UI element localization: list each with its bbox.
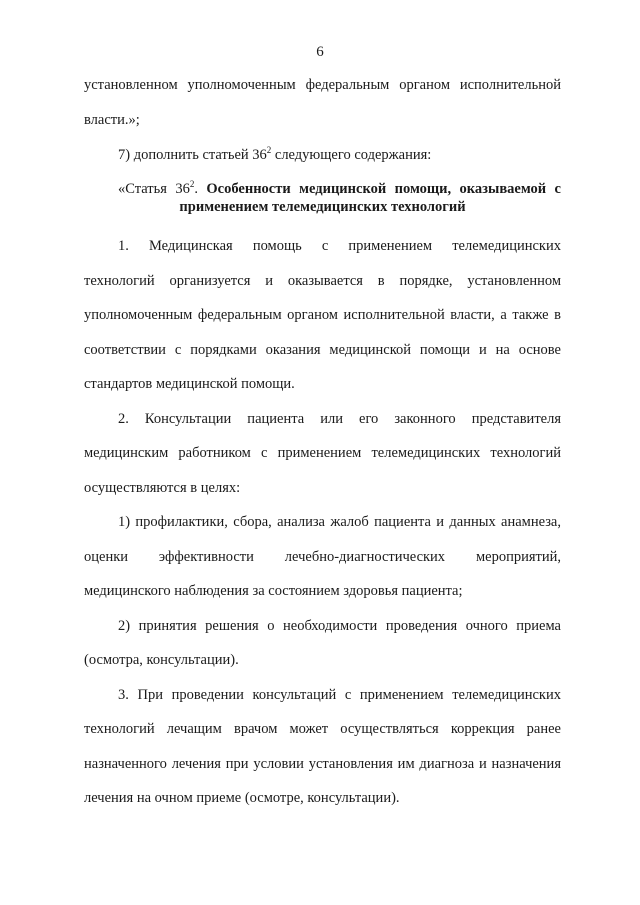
list-item-2-line: 2) принятия решения о необходимости проведения очного приема — [118, 618, 561, 634]
paragraph-1-line: стандартов медицинской помощи. — [84, 376, 295, 392]
paragraph-1-line: уполномоченным федеральным органом исполнительной власти, а также в — [84, 307, 561, 323]
list-item-1-line: 1) профилактики, сбора, анализа жалоб пациента и данных анамнеза, — [118, 514, 561, 530]
paragraph-2-line: медицинским работником с применением телемедицинских технологий — [84, 445, 561, 461]
article-heading-line2: применением телемедицинских технологий — [179, 199, 466, 215]
paragraph-1-line: 1. Медицинская помощь с применением телемедицинских — [118, 238, 561, 254]
superscript: 2 — [189, 179, 195, 189]
text-fragment: . — [194, 181, 198, 197]
text-fragment: следующего содержания: — [271, 147, 432, 163]
text-fragment: 7) дополнить статьей 36 — [118, 147, 267, 163]
paragraph-1-line: соответствии с порядками оказания медицинской помощи и на основе — [84, 342, 561, 358]
list-item-2-line: (осмотра, консультации). — [84, 652, 239, 668]
paragraph-3-line: технологий лечащим врачом может осуществляться коррекция ранее — [84, 721, 561, 737]
list-item-1-line: медицинского наблюдения за состоянием здоровья пациента; — [84, 583, 463, 599]
article-label — [118, 181, 198, 197]
paragraph-3-line: назначенного лечения при условии установления им диагноза и назначения — [84, 756, 561, 772]
paragraph-2-line: осуществляются в целях: — [84, 480, 241, 496]
page-number: 6 — [316, 44, 324, 60]
superscript: 2 — [266, 145, 272, 155]
list-item-1-line: оценки эффективности лечебно-диагностических мероприятий, — [84, 549, 561, 565]
paragraph-2-line: 2. Консультации пациента или его законного представителя — [118, 411, 561, 427]
paragraph-3-line: 3. При проведении консультаций с применением телемедицинских — [118, 687, 561, 703]
text-fragment: «Статья 36 — [118, 181, 190, 197]
paragraph-3-line: лечения на очном приеме (осмотре, консультации). — [84, 790, 400, 806]
paragraph-1-line: технологий организуется и оказывается в порядке, установленном — [84, 273, 561, 289]
article-title — [118, 180, 561, 198]
text-line: власти.»; — [84, 112, 140, 128]
amendment-item-7 — [118, 146, 561, 164]
article-heading: Особенности медицинской помощи, оказываемой с — [206, 181, 561, 197]
text-line: установленном уполномоченным федеральным органом исполнительной — [84, 77, 561, 93]
